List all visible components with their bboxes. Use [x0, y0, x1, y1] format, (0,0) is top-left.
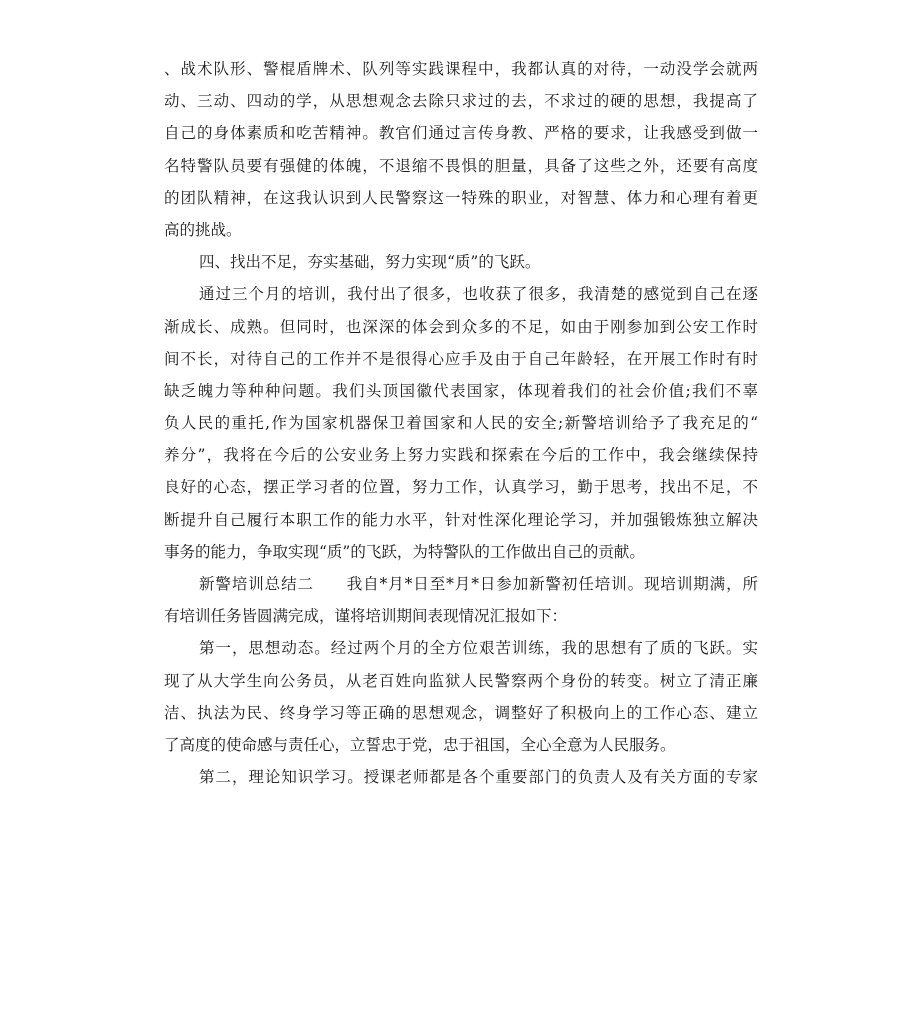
text-line: 、战术队形、警棍盾牌术、队列等实践课程中，我都认真的对待，一动没学会就两: [164, 60, 758, 78]
text-line: 新警培训总结二 我自*月*日至*月*日参加新警初任培训。现培训期满，所: [199, 575, 758, 593]
text-line: 有培训任务皆圆满完成，谨将培训期间表现情况汇报如下：: [164, 607, 568, 626]
text-line: 良好的心态，摆正学习者的位置，努力工作，认真学习，勤于思考，找出不足，不: [164, 478, 758, 497]
text-line: 事务的能力，争取实现“质”的飞跃，为特警队的工作做出自己的贡献。: [164, 542, 645, 561]
text-line: 第二，理论知识学习。授课老师都是各个重要部门的负责人及有关方面的专家: [199, 768, 758, 787]
text-line: 自己的身体素质和吃苦精神。教官们通过言传身教、严格的要求，让我感受到做一: [164, 124, 758, 143]
text-line: 洁、执法为民、终身学习等正确的思想观念，调整好了积极向上的工作心态、建立: [164, 703, 758, 722]
text-line: 负人民的重托,作为国家机器保卫着国家和人民的安全;新警培训给予了我充足的“: [164, 414, 758, 433]
text-line: 养分”，我将在今后的公安业务上努力实践和探索在今后的工作中，我会继续保持: [164, 446, 758, 465]
text-line: 了高度的使命感与责任心，立誓忠于党，忠于祖国，全心全意为人民服务。: [164, 735, 676, 754]
text-line: 现了从大学生向公务员，从老百姓向监狱人民警察两个身份的转变。树立了清正廉: [164, 671, 758, 690]
document-body: [164, 53, 758, 793]
text-line: 四、找出不足，夯实基础，努力实现“质”的飞跃。: [199, 253, 541, 272]
text-line: 高的挑战。: [164, 220, 242, 239]
text-line: 缺乏魄力等种种问题。我们头顶国徽代表国家，体现着我们的社会价值;我们不辜: [164, 381, 758, 400]
text-line: 间不长，对待自己的工作并不是很得心应手及由于自己年龄轻，在开展工作时有时: [164, 349, 758, 368]
text-line: 名特警队员要有强健的体魄，不退缩不畏惧的胆量，具备了这些之外，还要有高度: [164, 156, 758, 175]
text-line: 第一，思想动态。经过两个月的全方位艰苦训练，我的思想有了质的飞跃。实: [199, 639, 758, 658]
text-line: 动、三动、四动的学，从思想观念去除只求过的去，不求过的硬的思想，我提高了: [164, 92, 758, 111]
text-line: 渐成长、成熟。但同时，也深深的体会到众多的不足，如由于刚参加到公安工作时: [164, 317, 758, 336]
text-line: 的团队精神，在这我认识到人民警察这一特殊的职业，对智慧、体力和心理有着更: [164, 188, 758, 207]
text-line: 断提升自己履行本职工作的能力水平，针对性深化理论学习，并加强锻炼独立解决: [164, 510, 758, 529]
text-line: 通过三个月的培训，我付出了很多，也收获了很多，我清楚的感觉到自己在逐: [199, 285, 758, 304]
